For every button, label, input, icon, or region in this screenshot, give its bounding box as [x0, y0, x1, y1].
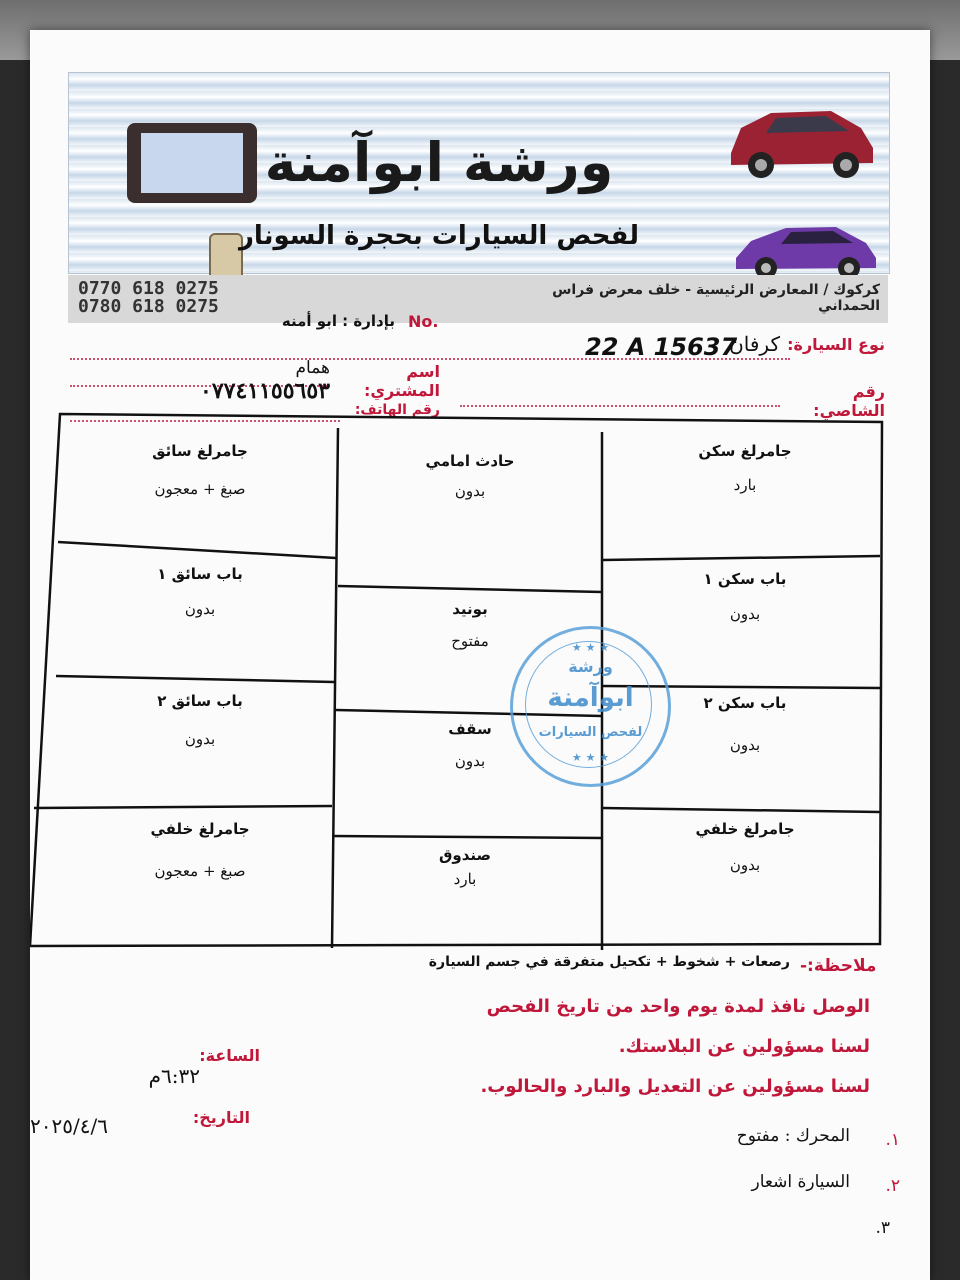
- left-cell-1-value: صبغ + معجون: [154, 480, 246, 498]
- left-cell-3-value: بدون: [184, 730, 216, 748]
- plastic-disclaimer: لسنا مسؤولين عن البلاستك.: [618, 1036, 870, 1057]
- car-type-label: نوع السيارة:: [787, 335, 885, 354]
- modification-disclaimer: لسنا مسؤولين عن التعديل والبارد والحالوب.: [480, 1076, 870, 1097]
- date-value: ٢٠٢٥/٤/٦: [30, 1114, 108, 1138]
- right-cell-3-title: باب سكن ٢: [703, 694, 787, 712]
- workshop-title: ورشة ابوآمنة: [264, 131, 614, 194]
- chassis-label: رقم الشاصي:: [813, 382, 885, 420]
- right-cell-1-value: بارد: [733, 476, 757, 494]
- note-text: رصعات + شخوط + تكحيل متفرقة في جسم السيارة: [428, 954, 790, 970]
- list-item-1: المحرك : مفتوح: [736, 1126, 850, 1146]
- phone-2: 0780 618 0275: [78, 296, 219, 317]
- stamp-line-2: ابوآمنة: [547, 683, 634, 713]
- left-cell-4-value: صبغ + معجون: [154, 862, 246, 880]
- right-cell-4-value: بدون: [729, 856, 761, 874]
- inspection-sheet: [30, 30, 930, 1280]
- left-cell-2-value: بدون: [184, 600, 216, 618]
- stamp-stars-top: ★ ★ ★: [571, 641, 610, 654]
- workshop-stamp: [510, 626, 671, 787]
- plate-number: 22 A 15637: [585, 333, 738, 361]
- stamp-line-3: لفحص السيارات: [538, 725, 643, 740]
- buyer-label: اسم المشتري:: [363, 362, 440, 400]
- stamp-line-1: ورشة: [568, 657, 613, 676]
- right-cell-2-title: باب سكن ١: [703, 570, 787, 588]
- stamp-stars-bottom: ★ ★ ★: [571, 751, 610, 764]
- time-value: ٦:٣٢م: [148, 1064, 200, 1088]
- list-item-2: السيارة اشعار: [751, 1172, 850, 1192]
- workshop-subtitle: لفحص السيارات بحجرة السونار: [238, 221, 640, 251]
- middle-cell-1-value: بدون: [454, 482, 486, 500]
- note-label: ملاحظة:-: [800, 956, 877, 976]
- right-cell-3-value: بدون: [729, 736, 761, 754]
- left-cell-3-title: باب سائق ٢: [157, 692, 243, 710]
- left-cell-2-title: باب سائق ١: [157, 565, 243, 583]
- middle-cell-2-title: بونيد: [452, 600, 488, 618]
- right-cell-1-title: جامرلغ سكن: [698, 442, 792, 460]
- phone-label: رقم الهاتف:: [354, 402, 440, 418]
- car-type-value: كرفان: [729, 332, 780, 356]
- manager-label: بإدارة : ابو أمنه: [281, 312, 395, 330]
- middle-cell-1-title: حادث امامي: [425, 452, 515, 470]
- middle-cell-4-title: صندوق: [438, 846, 492, 864]
- phone-1: 0770 618 0275: [78, 278, 219, 299]
- list-item-3: ٣.: [875, 1218, 890, 1238]
- time-label: الساعة:: [199, 1046, 260, 1065]
- list-num-1: ١.: [885, 1130, 900, 1150]
- list-num-2: ٢.: [885, 1176, 900, 1196]
- middle-cell-2-value: مفتوح: [451, 632, 489, 650]
- receipt-number-label: No.: [408, 312, 439, 331]
- middle-cell-4-value: بارد: [453, 870, 477, 888]
- right-cell-2-value: بدون: [729, 605, 761, 623]
- left-cell-1-title: جامرلغ سائق: [152, 442, 248, 460]
- address: كركوك / المعارض الرئيسية - خلف معرض فراس الحمداني: [552, 282, 880, 314]
- middle-cell-3-title: سقف: [448, 720, 492, 738]
- phone-value: ٠٧٧٤١١٥٥٦٥٣: [200, 378, 330, 404]
- right-cell-4-title: جامرلغ خلفي: [695, 820, 795, 838]
- buyer-value: همام: [295, 358, 330, 378]
- left-cell-4-title: جامرلغ خلفي: [150, 820, 250, 838]
- validity-note: الوصل نافذ لمدة يوم واحد من تاريخ الفحص: [486, 996, 870, 1017]
- middle-cell-3-value: بدون: [454, 752, 486, 770]
- date-label: التاريخ:: [192, 1108, 250, 1127]
